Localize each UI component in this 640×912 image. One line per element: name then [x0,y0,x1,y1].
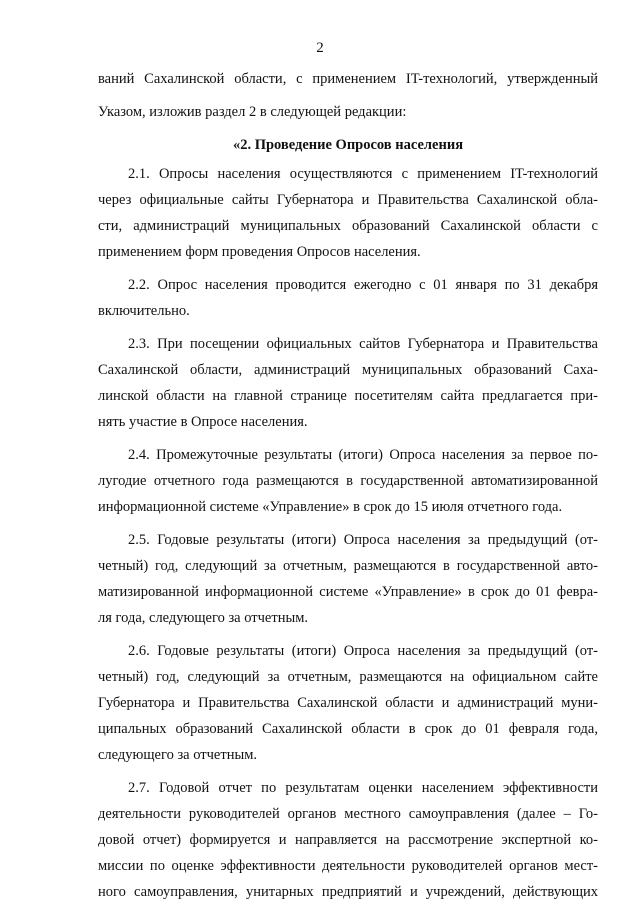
paragraph-p2-1-line: сти, администраций муниципальных образований Сахалинской области с [98,218,598,234]
paragraph-p2-3-line: 2.3. При посещении официальных сайтов Губернатора и Правительства [128,336,598,352]
paragraph-p2-1-line: через официальные сайты Губернатора и Правительства Сахалинской обла- [98,192,598,208]
paragraph-p2-1-line: 2.1. Опросы населения осуществляются с применением IT-технологий [128,166,598,182]
paragraph-p2-7-line: ного самоуправления, унитарных предприятий и учреждений, действующих [98,884,598,900]
intro-line-1: ваний Сахалинской области, с применением IT-технологий, утвержденный [98,71,598,87]
paragraph-p2-3-line: Сахалинской области, администраций муниципальных образований Саха- [98,362,598,378]
paragraph-p2-1-line: применением форм проведения Опросов населения. [98,244,421,260]
paragraph-p2-5-line: 2.5. Годовые результаты (итоги) Опроса населения за предыдущий (от- [128,532,598,548]
section-heading: «2. Проведение Опросов населения [232,137,464,153]
paragraphs [98,161,598,905]
paragraph-p2-4-line: лугодие отчетного года размещаются в государственной автоматизированной [98,473,598,489]
paragraph-p2-7-line: деятельности руководителей органов местного самоуправления (далее – Го- [98,806,598,822]
document-body [98,66,598,912]
paragraph-p2-6-line: ципальных образований Сахалинской области в срок до 01 февраля года, [98,721,598,737]
paragraph-p2-6-line: четный) год, следующий за отчетным, размещаются на официальном сайте [98,669,598,685]
paragraph-p2-7-line: довой отчет) формируется и направляется на рассмотрение экспертной ко- [98,832,598,848]
paragraph-p2-5-line: матизированной информационной системе «Управление» в срок до 01 февра- [98,584,598,600]
paragraph-p2-3-line: линской области на главной странице посетителям сайта предлагается при- [98,388,598,404]
paragraph-p2-6-line: Губернатора и Правительства Сахалинской области и администраций муни- [98,695,598,711]
paragraph-p2-4-line: 2.4. Промежуточные результаты (итоги) Опроса населения за первое по- [128,447,598,463]
paragraph-p2-2-line: включительно. [98,303,190,319]
paragraph-p2-3-line: нять участие в Опросе населения. [98,414,308,430]
intro-line-2: Указом, изложив раздел 2 в следующей редакции: [98,104,407,120]
paragraph-p2-7-line: миссии по оценке эффективности деятельности руководителей органов мест- [98,858,598,874]
paragraph-p2-5-line: четный) год, следующий за отчетным, размещаются в государственной авто- [98,558,598,574]
paragraph-p2-6-line: следующего за отчетным. [98,747,257,763]
paragraph-p2-7-line: 2.7. Годовой отчет по результатам оценки населением эффективности [128,780,598,796]
paragraph-p2-6-line: 2.6. Годовые результаты (итоги) Опроса населения за предыдущий (от- [128,643,598,659]
paragraph-p2-4-line: информационной системе «Управление» в срок до 15 июля отчетного года. [98,499,563,515]
paragraph-p2-2-line: 2.2. Опрос населения проводится ежегодно с 01 января по 31 декабря [128,277,598,293]
page-number: 2 [316,40,324,56]
paragraph-p2-5-line: ля года, следующего за отчетным. [98,610,309,626]
